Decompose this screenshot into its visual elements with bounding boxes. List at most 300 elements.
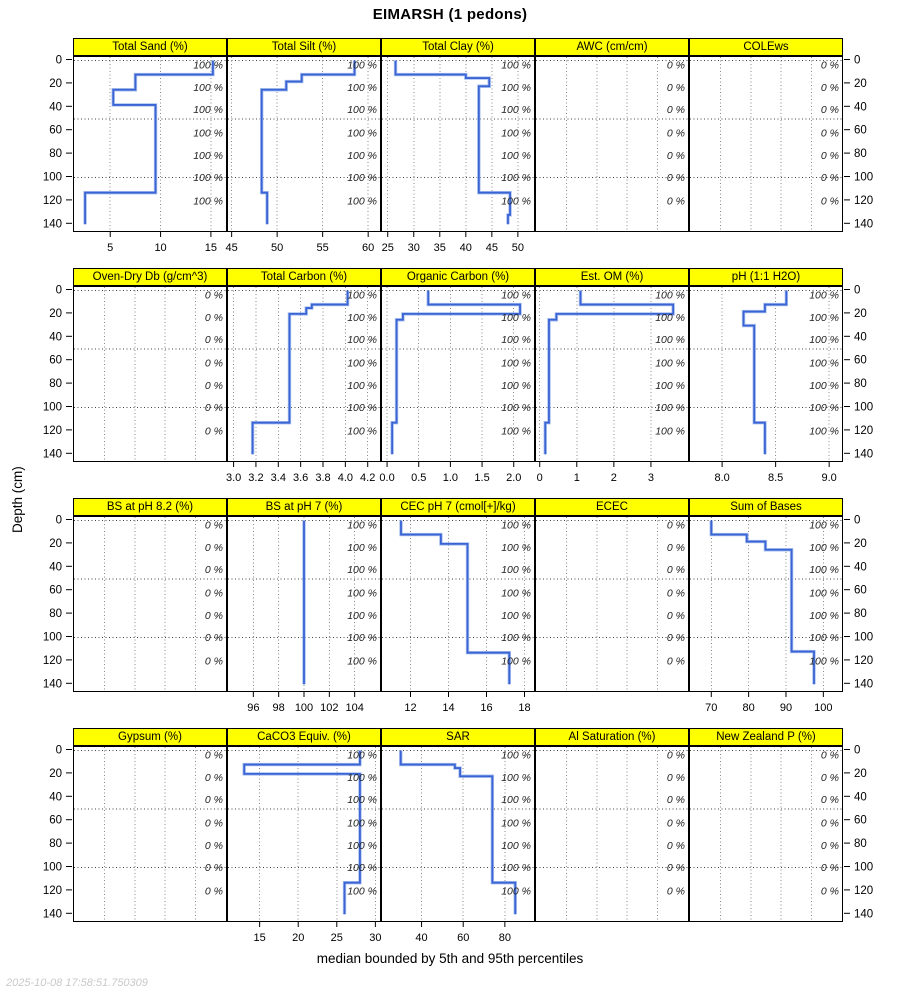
y-axis-label: Depth (cm) xyxy=(10,466,25,534)
contribution-label: 0 % xyxy=(666,794,685,807)
contribution-label: 0 % xyxy=(204,519,223,532)
strip-title: Total Carbon (%) xyxy=(260,271,348,283)
x-tick-label: 40 xyxy=(415,932,428,944)
contribution-label: 100 % xyxy=(347,794,377,807)
strip-total-sand xyxy=(73,38,227,56)
contribution-label: 100 % xyxy=(501,172,531,184)
contribution-label: 100 % xyxy=(347,749,377,762)
x-tick-label: 8.0 xyxy=(714,472,730,484)
panel-bs-at-ph-7 xyxy=(227,516,381,692)
depth-tick-label: 60 xyxy=(49,814,62,827)
contribution-label: 100 % xyxy=(347,425,377,438)
contribution-label: 0 % xyxy=(204,794,223,807)
contribution-label: 100 % xyxy=(809,402,839,414)
contribution-label: 0 % xyxy=(820,127,839,140)
x-tick-label: 2.0 xyxy=(506,472,522,484)
contribution-label: 100 % xyxy=(501,655,531,668)
x-tick-label: 100 xyxy=(294,702,314,714)
depth-tick-label: 80 xyxy=(854,838,867,851)
depth-tick-label: 80 xyxy=(49,608,62,621)
x-tick-label: 80 xyxy=(742,702,755,714)
contribution-label: 0 % xyxy=(204,541,223,554)
contribution-label: 100 % xyxy=(501,289,531,302)
percentile-band xyxy=(244,751,360,915)
x-axis-caco3-equiv xyxy=(227,922,381,950)
contribution-label: 100 % xyxy=(809,311,839,324)
strip-sar xyxy=(381,728,535,746)
depth-tick-label: 0 xyxy=(55,284,62,297)
depth-tick-label: 80 xyxy=(854,148,867,161)
depth-tick-label: 20 xyxy=(49,537,62,550)
contribution-label: 100 % xyxy=(347,862,377,874)
depth-tick-label: 20 xyxy=(854,77,867,90)
depth-tick-label: 20 xyxy=(854,537,867,550)
depth-tick-label: 100 xyxy=(42,631,62,644)
x-tick-label: 0.5 xyxy=(411,472,427,484)
depth-tick-label: 0 xyxy=(55,514,62,527)
depth-tick-label: 60 xyxy=(854,584,867,597)
panel-cec-ph-7-cmol-kg xyxy=(381,516,535,692)
strip-title: SAR xyxy=(446,731,470,743)
depth-tick-label: 140 xyxy=(42,218,62,231)
x-tick-label: 9.0 xyxy=(821,472,837,484)
contribution-label: 100 % xyxy=(655,334,685,347)
depth-axis-right-row3 xyxy=(843,516,900,692)
x-tick-label: 1 xyxy=(573,472,580,484)
x-tick-label: 0.0 xyxy=(379,472,395,484)
contribution-label: 100 % xyxy=(193,81,223,94)
contribution-label: 0 % xyxy=(204,749,223,762)
depth-tick-label: 100 xyxy=(42,861,62,874)
strip-bs-at-ph-7 xyxy=(227,498,381,516)
contribution-label: 0 % xyxy=(204,379,223,392)
contribution-label: 100 % xyxy=(501,862,531,874)
contribution-label: 100 % xyxy=(501,794,531,807)
contribution-label: 0 % xyxy=(204,609,223,622)
contribution-label: 0 % xyxy=(820,885,839,898)
contribution-label: 0 % xyxy=(820,195,839,208)
contribution-label: 100 % xyxy=(347,104,377,117)
contribution-label: 100 % xyxy=(347,655,377,668)
contribution-label: 100 % xyxy=(347,402,377,414)
panel-total-silt xyxy=(227,56,381,232)
contribution-label: 100 % xyxy=(655,379,685,392)
contribution-label: 100 % xyxy=(809,655,839,668)
contribution-label: 0 % xyxy=(204,885,223,898)
contribution-label: 0 % xyxy=(820,839,839,852)
contribution-label: 100 % xyxy=(809,425,839,438)
contribution-label: 0 % xyxy=(204,862,223,874)
chart-title: EIMARSH (1 pedons) xyxy=(372,6,528,23)
depth-axis-right-row2 xyxy=(843,286,900,462)
contribution-label: 100 % xyxy=(655,289,685,302)
depth-tick-label: 100 xyxy=(854,631,874,644)
depth-tick-label: 60 xyxy=(49,354,62,367)
depth-tick-label: 140 xyxy=(854,448,874,461)
x-tick-label: 3 xyxy=(647,472,654,484)
percentile-band xyxy=(401,751,516,915)
depth-tick-label: 60 xyxy=(854,124,867,137)
depth-tick-label: 0 xyxy=(854,744,861,757)
caption: median bounded by 5th and 95th percentiles xyxy=(316,951,584,966)
contribution-label: 100 % xyxy=(347,172,377,184)
contribution-label: 100 % xyxy=(809,334,839,347)
depth-tick-label: 60 xyxy=(854,354,867,367)
depth-tick-label: 40 xyxy=(49,561,62,574)
panel-oven-dry-db-g-cm-3 xyxy=(73,286,227,462)
contribution-label: 0 % xyxy=(204,289,223,302)
depth-tick-label: 100 xyxy=(854,401,874,414)
percentile-band xyxy=(253,291,348,455)
strip-title: CaCO3 Equiv. (%) xyxy=(257,731,351,743)
contribution-label: 0 % xyxy=(204,632,223,644)
x-axis-est-om xyxy=(535,462,689,490)
contribution-label: 100 % xyxy=(809,564,839,577)
contribution-label: 0 % xyxy=(204,817,223,830)
contribution-label: 100 % xyxy=(347,127,377,140)
x-tick-label: 30 xyxy=(407,242,420,254)
strip-ecec xyxy=(535,498,689,516)
contribution-label: 0 % xyxy=(666,817,685,830)
strip-title: Oven-Dry Db (g/cm^3) xyxy=(92,271,208,283)
contribution-label: 100 % xyxy=(501,541,531,554)
x-tick-label: 90 xyxy=(779,702,793,714)
contribution-label: 100 % xyxy=(501,817,531,830)
contribution-label: 100 % xyxy=(809,289,839,302)
contribution-label: 100 % xyxy=(501,127,531,140)
contribution-label: 0 % xyxy=(666,655,685,668)
strip-title: Gypsum (%) xyxy=(118,731,182,743)
depth-tick-label: 140 xyxy=(854,218,874,231)
strip-bs-at-ph-8-2 xyxy=(73,498,227,516)
strip-organic-carbon xyxy=(381,268,535,286)
x-tick-label: 18 xyxy=(518,702,531,714)
contribution-label: 100 % xyxy=(501,564,531,577)
depth-tick-label: 140 xyxy=(42,678,62,691)
percentile-band xyxy=(545,291,673,455)
contribution-label: 0 % xyxy=(204,402,223,414)
depth-tick-label: 40 xyxy=(49,331,62,344)
panel-al-saturation xyxy=(535,746,689,922)
contribution-label: 0 % xyxy=(204,564,223,577)
panel-total-sand xyxy=(73,56,227,232)
profile-line xyxy=(711,521,814,685)
contribution-label: 100 % xyxy=(193,195,223,208)
contribution-label: 0 % xyxy=(204,839,223,852)
strip-title: AWC (cm/cm) xyxy=(576,41,648,53)
contribution-label: 0 % xyxy=(204,425,223,438)
contribution-label: 0 % xyxy=(204,587,223,600)
strip-title: ECEC xyxy=(596,501,628,513)
strip-cec-ph-7-cmol-kg xyxy=(381,498,535,516)
strip-est-om xyxy=(535,268,689,286)
x-tick-label: 60 xyxy=(457,932,470,944)
contribution-label: 0 % xyxy=(666,59,685,72)
strip-title: Total Silt (%) xyxy=(271,41,337,53)
depth-tick-label: 100 xyxy=(854,861,874,874)
contribution-label: 100 % xyxy=(501,379,531,392)
contribution-label: 0 % xyxy=(204,334,223,347)
x-tick-label: 3.2 xyxy=(248,472,264,484)
profile-line xyxy=(396,61,511,225)
strip-title: BS at pH 8.2 (%) xyxy=(106,501,194,513)
panel-total-clay xyxy=(381,56,535,232)
contribution-label: 100 % xyxy=(347,289,377,302)
x-axis-sum-of-bases xyxy=(689,692,843,720)
depth-tick-label: 40 xyxy=(854,791,867,804)
contribution-label: 100 % xyxy=(347,149,377,162)
contribution-label: 100 % xyxy=(193,104,223,117)
strip-total-clay xyxy=(381,38,535,56)
depth-axis-right-row4 xyxy=(843,746,900,922)
x-tick-label: 20 xyxy=(292,932,305,944)
panel-ph-1-1-h2o xyxy=(689,286,843,462)
depth-tick-label: 20 xyxy=(49,77,62,90)
strip-sum-of-bases xyxy=(689,498,843,516)
strip-title: CEC pH 7 (cmol[+]/kg) xyxy=(400,501,516,513)
percentile-band xyxy=(396,61,511,225)
contribution-label: 100 % xyxy=(347,379,377,392)
x-tick-label: 100 xyxy=(814,702,833,714)
contribution-label: 100 % xyxy=(501,771,531,784)
depth-tick-label: 0 xyxy=(854,284,861,297)
strip-total-carbon xyxy=(227,268,381,286)
depth-tick-label: 140 xyxy=(42,448,62,461)
depth-tick-label: 120 xyxy=(854,194,874,207)
depth-tick-label: 0 xyxy=(854,54,861,67)
depth-tick-label: 80 xyxy=(854,608,867,621)
contribution-label: 100 % xyxy=(347,519,377,532)
contribution-label: 100 % xyxy=(655,311,685,324)
contribution-label: 100 % xyxy=(347,59,377,72)
depth-tick-label: 100 xyxy=(42,401,62,414)
profile-line xyxy=(262,61,355,225)
depth-tick-label: 140 xyxy=(42,908,62,921)
contribution-label: 100 % xyxy=(347,541,377,554)
contribution-label: 0 % xyxy=(666,885,685,898)
x-tick-label: 55 xyxy=(316,242,329,254)
panel-sum-of-bases xyxy=(689,516,843,692)
profile-line xyxy=(744,291,787,455)
depth-tick-label: 80 xyxy=(49,148,62,161)
contribution-label: 100 % xyxy=(347,817,377,830)
x-tick-label: 35 xyxy=(433,242,446,254)
contribution-label: 100 % xyxy=(347,311,377,324)
contribution-label: 100 % xyxy=(809,357,839,370)
contribution-label: 0 % xyxy=(820,749,839,762)
depth-tick-label: 60 xyxy=(49,584,62,597)
x-tick-label: 16 xyxy=(480,702,493,714)
x-tick-label: 40 xyxy=(459,242,472,254)
x-axis-total-silt xyxy=(227,232,381,260)
percentile-band xyxy=(401,521,509,685)
depth-axis-left-row3 xyxy=(0,516,73,692)
depth-tick-label: 0 xyxy=(854,514,861,527)
strip-oven-dry-db-g-cm-3 xyxy=(73,268,227,286)
depth-tick-label: 120 xyxy=(42,884,62,897)
strip-ph-1-1-h2o xyxy=(689,268,843,286)
strip-title: Total Sand (%) xyxy=(112,41,188,53)
depth-tick-label: 120 xyxy=(42,654,62,667)
contribution-label: 100 % xyxy=(501,81,531,94)
depth-tick-label: 20 xyxy=(854,767,867,780)
x-axis-total-sand xyxy=(73,232,227,260)
x-tick-label: 15 xyxy=(253,932,266,944)
contribution-label: 0 % xyxy=(666,839,685,852)
depth-tick-label: 80 xyxy=(854,378,867,391)
contribution-label: 100 % xyxy=(501,402,531,414)
depth-tick-label: 120 xyxy=(854,884,874,897)
contribution-label: 0 % xyxy=(820,81,839,94)
depth-tick-label: 80 xyxy=(49,838,62,851)
strip-title: COLEws xyxy=(743,41,789,53)
x-tick-label: 30 xyxy=(369,932,382,944)
depth-axis-left-row4 xyxy=(0,746,73,922)
contribution-label: 100 % xyxy=(501,357,531,370)
depth-tick-label: 40 xyxy=(854,561,867,574)
x-axis-sar xyxy=(381,922,535,950)
timestamp: 2025-10-08 17:58:51.750309 xyxy=(6,977,148,989)
strip-caco3-equiv xyxy=(227,728,381,746)
depth-tick-label: 40 xyxy=(49,791,62,804)
x-tick-label: 10 xyxy=(154,242,167,254)
contribution-label: 100 % xyxy=(193,149,223,162)
strip-title: BS at pH 7 (%) xyxy=(265,501,343,513)
contribution-label: 0 % xyxy=(204,357,223,370)
x-tick-label: 50 xyxy=(511,242,524,254)
strip-title: Organic Carbon (%) xyxy=(406,271,510,283)
contribution-label: 0 % xyxy=(820,817,839,830)
strip-al-saturation xyxy=(535,728,689,746)
strip-total-silt xyxy=(227,38,381,56)
percentile-band xyxy=(711,521,814,685)
depth-tick-label: 120 xyxy=(854,424,874,437)
contribution-label: 100 % xyxy=(809,587,839,600)
x-tick-label: 15 xyxy=(204,242,218,254)
contribution-label: 0 % xyxy=(666,632,685,644)
contribution-label: 100 % xyxy=(809,541,839,554)
x-tick-label: 60 xyxy=(362,242,375,254)
percentile-band xyxy=(262,61,355,225)
contribution-label: 100 % xyxy=(501,311,531,324)
panel-total-carbon xyxy=(227,286,381,462)
x-tick-label: 50 xyxy=(271,242,284,254)
contribution-label: 0 % xyxy=(666,749,685,762)
contribution-label: 0 % xyxy=(204,311,223,324)
depth-tick-label: 120 xyxy=(42,194,62,207)
contribution-label: 100 % xyxy=(501,885,531,898)
x-tick-label: 45 xyxy=(225,242,238,254)
strip-gypsum xyxy=(73,728,227,746)
contribution-label: 0 % xyxy=(666,541,685,554)
panel-bs-at-ph-8-2 xyxy=(73,516,227,692)
contribution-label: 0 % xyxy=(204,771,223,784)
strip-awc-cm-cm xyxy=(535,38,689,56)
x-tick-label: 70 xyxy=(705,702,718,714)
contribution-label: 100 % xyxy=(501,59,531,72)
contribution-label: 0 % xyxy=(820,862,839,874)
panel-caco3-equiv xyxy=(227,746,381,922)
contribution-label: 100 % xyxy=(655,402,685,414)
x-axis-total-clay xyxy=(381,232,535,260)
contribution-label: 0 % xyxy=(666,771,685,784)
contribution-label: 100 % xyxy=(809,379,839,392)
contribution-label: 100 % xyxy=(347,357,377,370)
depth-tick-label: 60 xyxy=(854,814,867,827)
contribution-label: 100 % xyxy=(193,127,223,140)
contribution-label: 100 % xyxy=(501,104,531,117)
contribution-label: 100 % xyxy=(347,771,377,784)
x-axis-organic-carbon xyxy=(381,462,535,490)
contribution-label: 100 % xyxy=(347,885,377,898)
contribution-label: 0 % xyxy=(666,127,685,140)
contribution-label: 0 % xyxy=(666,149,685,162)
contribution-label: 0 % xyxy=(666,172,685,184)
x-tick-label: 104 xyxy=(345,702,364,714)
contribution-label: 100 % xyxy=(809,519,839,532)
contribution-label: 100 % xyxy=(347,609,377,622)
x-tick-label: 96 xyxy=(247,702,260,714)
x-tick-label: 4.2 xyxy=(360,472,376,484)
contribution-label: 100 % xyxy=(193,59,223,72)
contribution-label: 0 % xyxy=(820,172,839,184)
depth-tick-label: 80 xyxy=(49,378,62,391)
panel-sar xyxy=(381,746,535,922)
strip-title: New Zealand P (%) xyxy=(716,731,816,743)
x-tick-label: 80 xyxy=(498,932,511,944)
strip-title: Al Saturation (%) xyxy=(568,731,656,743)
depth-tick-label: 140 xyxy=(854,678,874,691)
depth-tick-label: 20 xyxy=(49,767,62,780)
contribution-label: 100 % xyxy=(501,334,531,347)
contribution-label: 100 % xyxy=(809,632,839,644)
x-axis-bs-at-ph-7 xyxy=(227,692,381,720)
x-tick-label: 102 xyxy=(320,702,339,714)
contribution-label: 100 % xyxy=(347,334,377,347)
contribution-label: 0 % xyxy=(666,104,685,117)
depth-tick-label: 40 xyxy=(854,331,867,344)
panel-gypsum xyxy=(73,746,227,922)
contribution-label: 100 % xyxy=(347,632,377,644)
x-tick-label: 12 xyxy=(404,702,417,714)
contribution-label: 0 % xyxy=(820,59,839,72)
contribution-label: 0 % xyxy=(820,771,839,784)
contribution-label: 100 % xyxy=(347,81,377,94)
depth-axis-left-row2 xyxy=(0,286,73,462)
contribution-label: 0 % xyxy=(204,655,223,668)
contribution-label: 100 % xyxy=(347,587,377,600)
x-tick-label: 8.5 xyxy=(767,472,784,484)
contribution-label: 100 % xyxy=(655,357,685,370)
depth-tick-label: 0 xyxy=(55,54,62,67)
depth-tick-label: 120 xyxy=(42,424,62,437)
panel-organic-carbon xyxy=(381,286,535,462)
x-tick-label: 2 xyxy=(610,472,617,484)
x-tick-label: 1.0 xyxy=(442,472,459,484)
x-tick-label: 0 xyxy=(536,472,543,484)
x-axis-ph-1-1-h2o xyxy=(689,462,843,490)
x-tick-label: 14 xyxy=(442,702,455,714)
depth-tick-label: 0 xyxy=(55,744,62,757)
x-tick-label: 25 xyxy=(330,932,343,944)
x-tick-label: 3.4 xyxy=(270,472,286,484)
panel-est-om xyxy=(535,286,689,462)
contribution-label: 100 % xyxy=(809,609,839,622)
x-tick-label: 4.0 xyxy=(337,472,354,484)
contribution-label: 100 % xyxy=(501,609,531,622)
contribution-label: 0 % xyxy=(820,794,839,807)
contribution-label: 100 % xyxy=(501,149,531,162)
